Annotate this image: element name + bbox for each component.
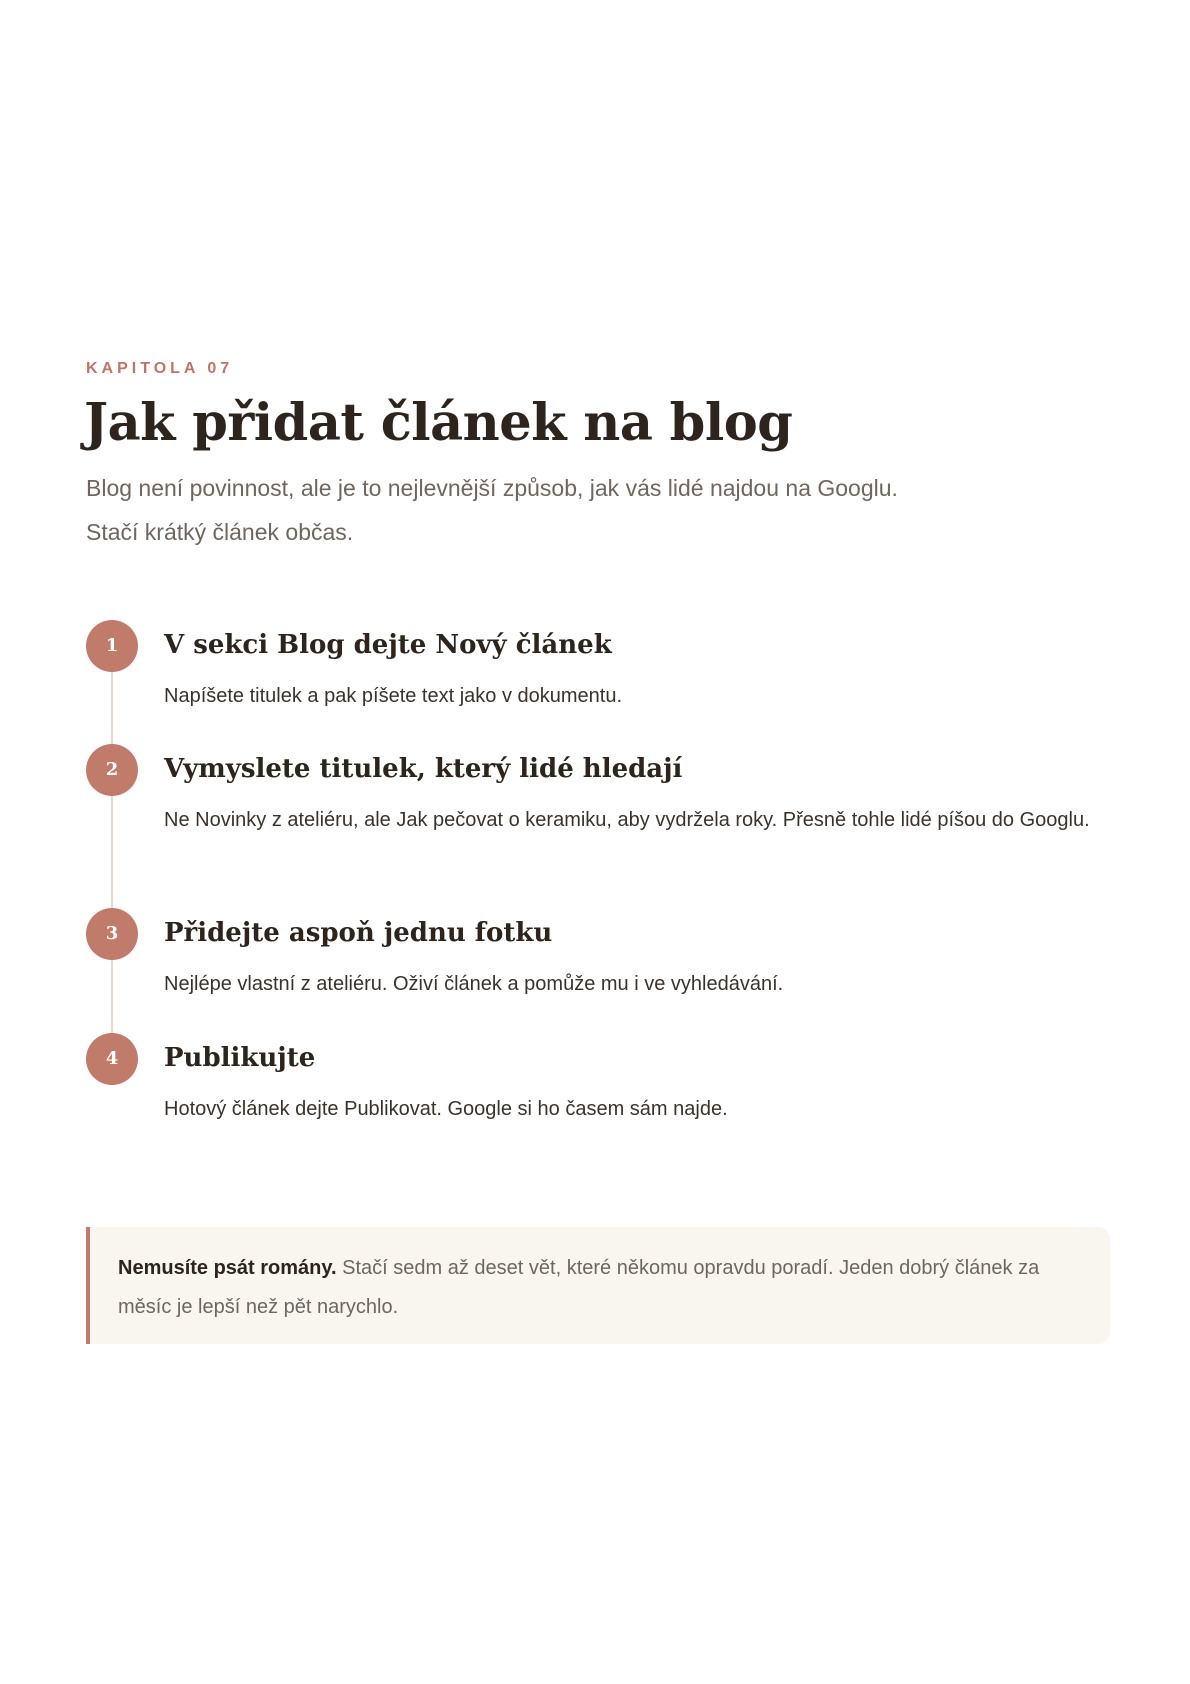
step-number-badge: 4 [86, 1033, 138, 1085]
step-number-badge: 1 [86, 620, 138, 672]
chapter-label: KAPITOLA 07 [86, 360, 234, 377]
step-description: Hotový článek dejte Publikovat. Google si ho časem sám najde. [164, 1098, 728, 1120]
page-title: Jak přidat článek na blog [84, 393, 793, 453]
step-number-badge: 3 [86, 908, 138, 960]
step-title: V sekci Blog dejte Nový článek [164, 630, 612, 660]
tip-callout [86, 1227, 1110, 1344]
step-description: Napíšete titulek a pak píšete text jako v dokumentu. [164, 685, 623, 707]
step-list [86, 620, 1110, 1140]
step-title: Přidejte aspoň jednu fotku [164, 918, 553, 948]
step-number-badge: 2 [86, 744, 138, 796]
step-description: Nejlépe vlastní z ateliéru. Oživí článek a pomůže mu i ve vyhledávání. [164, 973, 784, 995]
step-title: Vymyslete titulek, který lidé hledají [164, 754, 683, 784]
step-description: Ne Novinky z ateliéru, ale Jak pečovat o keramiku, aby vydržela roky. Přesně tohle lidé píšou do Googlu. [164, 809, 1090, 831]
chapter-intro: Blog není povinnost, ale je to nejlevnější způsob, jak vás lidé najdou na Googlu. Stačí krátký článek občas. [86, 475, 898, 545]
tip-text: Stačí sedm až deset vět, které někomu opravdu poradí. Jeden dobrý článek za měsíc je lepší než pět narychlo. [118, 1257, 1040, 1318]
step-title: Publikujte [164, 1043, 316, 1073]
tip-heading: Nemusíte psát romány. [118, 1257, 337, 1279]
